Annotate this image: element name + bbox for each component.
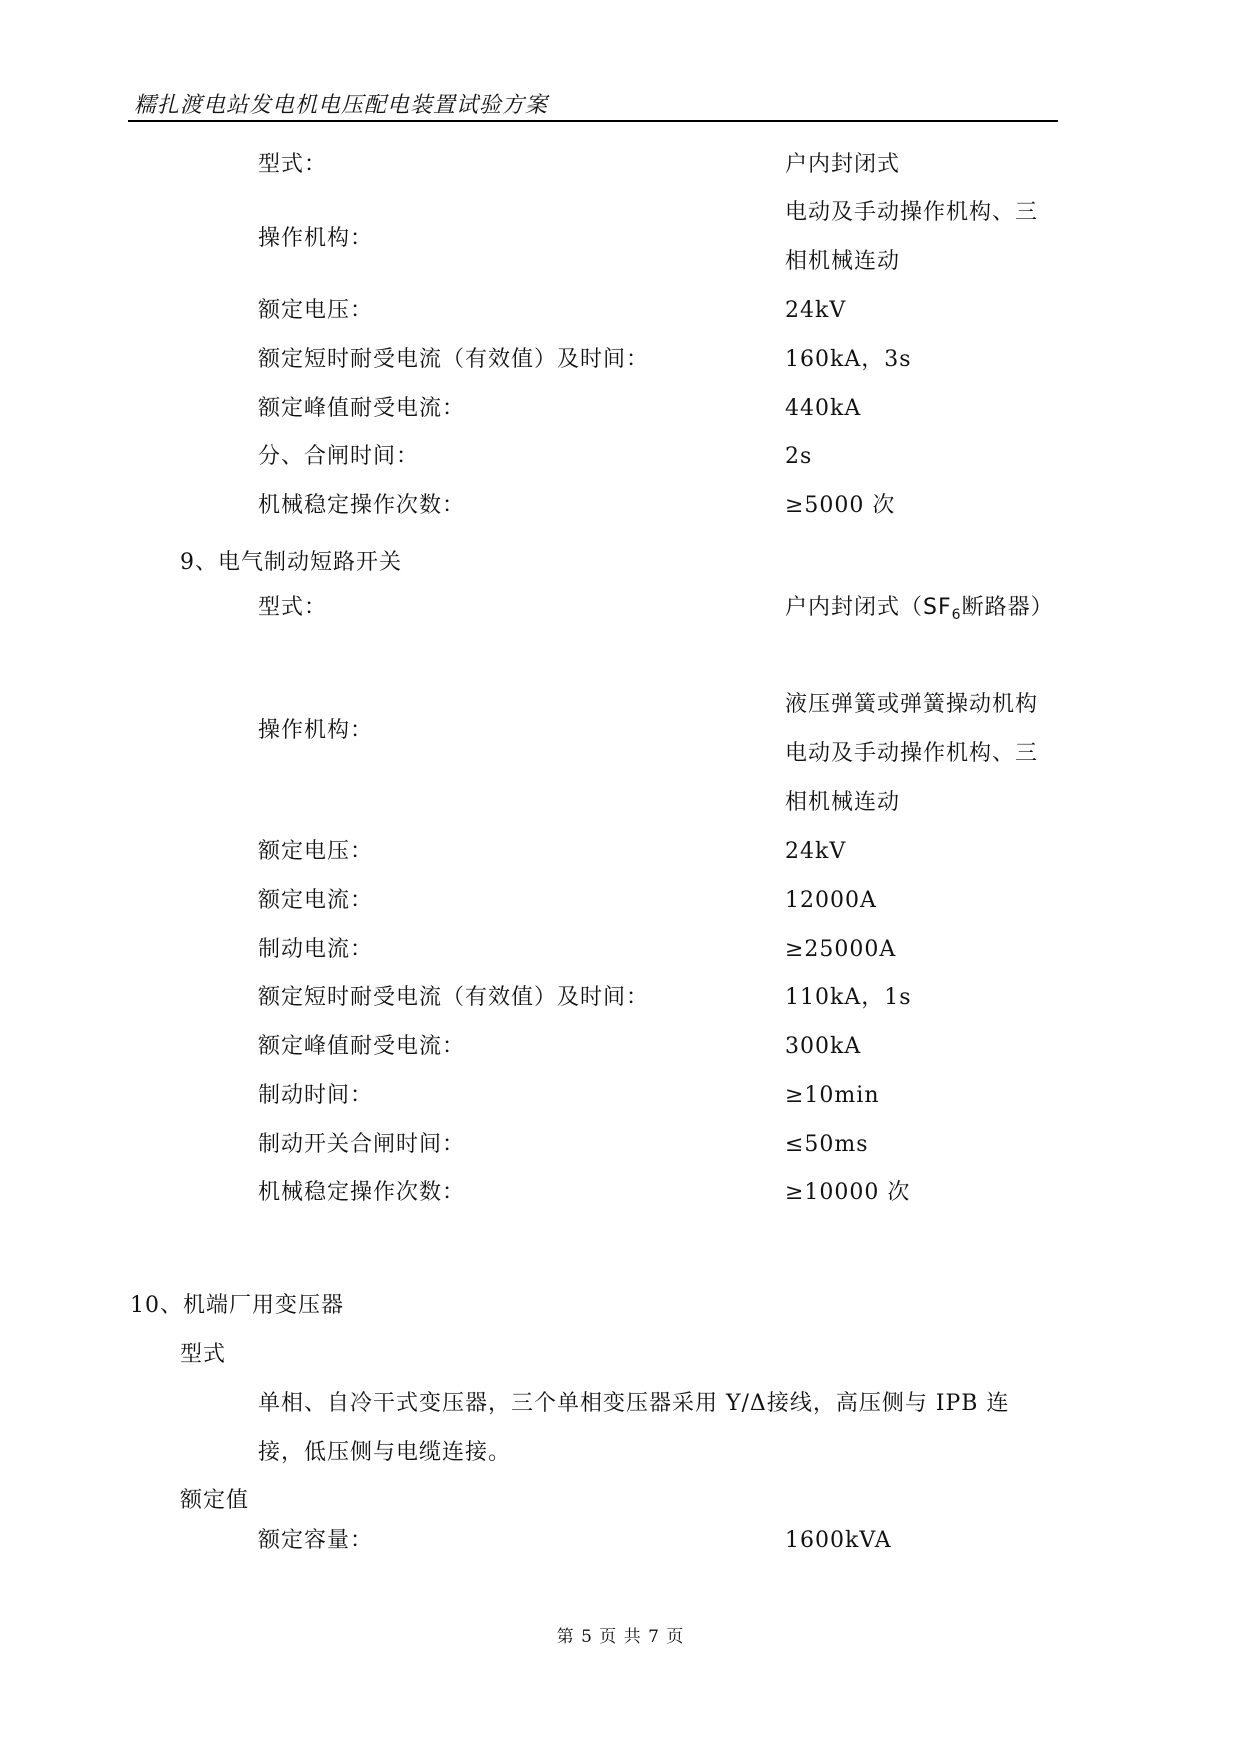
b8-mech-value-1: 电动及手动操作机构、三 [785,200,1039,225]
s9-ops-value: ≥10000 次 [785,1180,911,1205]
s9-voltage-value: 24kV [785,839,847,864]
s9-close-time-value: ≤50ms [785,1132,869,1157]
s9-mech-value-1: 液压弹簧或弹簧操动机构 [785,692,1039,717]
b8-type-value: 户内封闭式 [785,152,901,177]
b8-mech-label: 操作机构： [258,226,374,251]
s9-close-time-label: 制动开关合闸时间： [258,1132,466,1157]
b8-short-current-label: 额定短时耐受电流（有效值）及时间： [258,347,650,372]
s10-rated-capacity-label: 额定容量： [258,1528,374,1553]
s9-ops-label: 机械稳定操作次数： [258,1180,466,1205]
section9-title: 9、电气制动短路开关 [180,550,402,575]
s9-short-current-value: 110kA，1s [785,985,912,1010]
s9-mech-value-3: 相机械连动 [785,790,901,815]
s10-type-text-2: 接，低压侧与电缆连接。 [258,1440,512,1465]
s9-mech-value-2: 电动及手动操作机构、三 [785,741,1039,766]
s9-peak-current-label: 额定峰值耐受电流： [258,1034,466,1059]
s9-current-label: 额定电流： [258,888,374,913]
s10-rated-capacity-value: 1600kVA [785,1528,892,1553]
s9-short-current-label: 额定短时耐受电流（有效值）及时间： [258,985,650,1010]
page-footer: 第 5 页 共 7 页 [556,1627,685,1647]
b8-mech-value-2: 相机械连动 [785,249,901,274]
header-title: 糯扎渡电站发电机电压配电装置试验方案 [134,93,549,118]
b8-ops-value: ≥5000 次 [785,493,896,518]
b8-voltage-label: 额定电压： [258,298,374,323]
section10-title: 10、机端厂用变压器 [130,1293,344,1318]
b8-voltage-value: 24kV [785,298,847,323]
s9-brake-time-value: ≥10min [785,1083,880,1108]
b8-short-current-value: 160kA，3s [785,347,912,372]
b8-switch-time-value: 2s [785,444,813,469]
s10-rated-heading: 额定值 [180,1488,250,1513]
b8-type-label: 型式： [258,152,328,177]
s10-type-heading: 型式 [180,1342,227,1367]
s9-type-label: 型式： [258,595,328,620]
b8-ops-label: 机械稳定操作次数： [258,493,466,518]
s9-peak-current-value: 300kA [785,1034,862,1059]
s9-mech-label: 操作机构： [258,718,374,743]
page-header [128,86,1058,122]
s10-type-text-1: 单相、自冷干式变压器，三个单相变压器采用 Y/Δ接线，高压侧与 IPB 连 [258,1391,1010,1416]
s9-brake-time-label: 制动时间： [258,1083,374,1108]
s9-voltage-label: 额定电压： [258,839,374,864]
s9-type-value: 户内封闭式（$SF_6$断路器） [785,595,1054,623]
b8-peak-current-label: 额定峰值耐受电流： [258,396,466,421]
b8-switch-time-label: 分、合闸时间： [258,444,420,469]
s9-current-value: 12000A [785,888,877,913]
b8-peak-current-value: 440kA [785,396,862,421]
s9-brake-current-label: 制动电流： [258,937,374,962]
s9-brake-current-value: ≥25000A [785,937,897,962]
